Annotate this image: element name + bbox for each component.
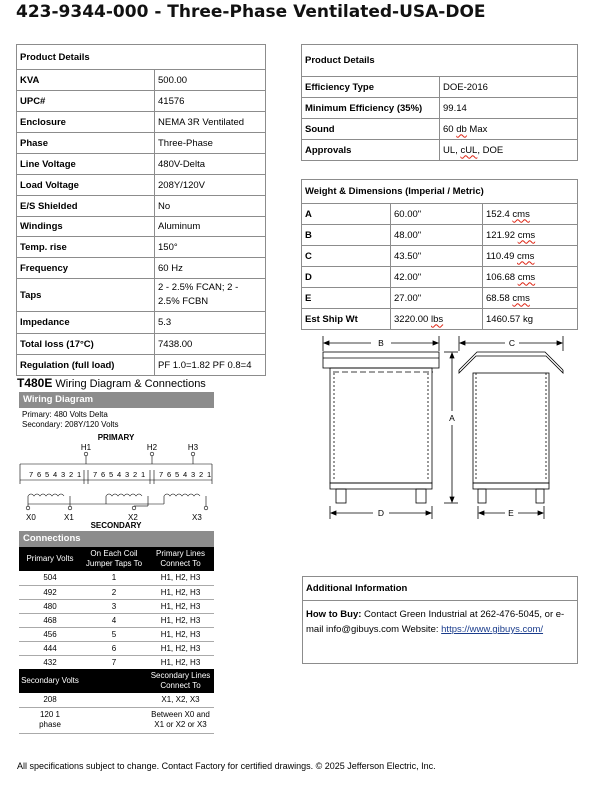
page-title: 423-9344-000 - Three-Phase Ventilated-USA-DOE [16,2,486,22]
metric-number: 106.68 [486,271,516,283]
spec-value: PF 1.0=1.82 PF 0.8=4 [155,355,266,376]
conn-header: Secondary Lines Connect To [147,669,214,693]
table-row [19,571,214,585]
spec-label: Approvals [302,140,440,161]
spec-label: Frequency [17,258,155,279]
spec-label: Sound [302,119,440,140]
connections-table [19,547,214,670]
dim-metric [483,288,578,309]
conn-header: Secondary Volts [19,669,81,693]
tap-number: 1 [207,470,212,479]
spec-label: Minimum Efficiency (35%) [302,98,440,119]
spec-label: Total loss (17°C) [17,334,155,355]
dim-imperial: 42.00" [391,267,483,288]
dim-imperial: 48.00" [391,225,483,246]
conn-cell: H1, H2, H3 [147,627,214,641]
weight-dimensions-table [301,179,578,330]
terminal-x3: X3 [192,513,202,522]
dim-imperial: 60.00" [391,204,483,225]
dim-imperial: 43.50" [391,246,483,267]
conn-cell: 2 [81,585,147,599]
weight-dims-header: Weight & Dimensions (Imperial / Metric) [302,180,578,204]
conn-header: On Each Coil Jumper Taps To [81,547,147,571]
metric-number: 1460.57 [486,313,521,325]
conn-cell: Between X0 and X1 or X2 or X3 [147,707,214,733]
conn-cell: 3 [81,599,147,613]
additional-info-box [302,576,578,664]
spec-value: 60 Hz [155,258,266,279]
dim-metric [483,246,578,267]
value-part: UL, [443,144,461,156]
conn-spacer [81,669,147,693]
table-row [19,627,214,641]
secondary-connections-table [19,669,214,734]
spec-value: 7438.00 [155,334,266,355]
tap-numbers [29,470,211,479]
terminal-x1: X1 [64,513,74,522]
conn-cell: 5 [81,627,147,641]
tap-number: 1 [141,470,146,479]
table-row [19,585,214,599]
dim-metric [483,204,578,225]
tap-number: 7 [93,470,98,479]
secondary-wiring [26,494,208,510]
conn-cell: H1, H2, H3 [147,641,214,655]
secondary-spec-line: Secondary: 208Y/120 Volts [22,420,119,429]
terminal-h2: H2 [146,443,158,452]
secondary-label: SECONDARY [90,521,142,530]
dim-label: E [302,288,391,309]
primary-label: PRIMARY [97,433,135,442]
metric-number: 121.92 [486,229,516,241]
spec-label: Line Voltage [17,154,155,175]
conn-cell: 444 [19,641,81,655]
tap-number: 3 [191,470,196,479]
wiring-section-title [17,376,206,390]
additional-info-body [303,601,577,637]
metric-unit: cms [512,292,530,304]
spec-value: 500.00 [155,70,266,91]
metric-number: 110.49 [486,250,515,262]
conn-cell: 492 [19,585,81,599]
tap-number: 1 [77,470,82,479]
additional-info-header: Additional Information [303,577,577,601]
terminal-h1: H1 [80,443,92,452]
spec-value: No [155,196,266,217]
conn-cell: H1, H2, H3 [147,655,214,669]
tap-number: 3 [61,470,66,479]
table-row [19,655,214,669]
dim-imperial [391,309,483,330]
front-view [323,352,439,503]
conn-cell: 6 [81,641,147,655]
footer-note: All specifications subject to change. Contact Factory for certified drawings. © 2025 Jefferson Electric, Inc. [17,761,436,771]
spec-label: Regulation (full load) [17,355,155,376]
tap-number: 2 [133,470,138,479]
spec-value: 480V-Delta [155,154,266,175]
value-part: db [456,123,467,135]
table-row [19,641,214,655]
conn-cell: 120 1 phase [19,707,81,733]
tap-number: 3 [125,470,130,479]
tap-number: 6 [167,470,172,479]
dim-imperial: 27.00" [391,288,483,309]
tap-number: 5 [109,470,114,479]
spec-label: UPC# [17,91,155,112]
spec-label: Phase [17,133,155,154]
conn-cell: 468 [19,613,81,627]
metric-unit: cms [517,271,536,283]
dim-label: D [302,267,391,288]
spec-value: Aluminum [155,217,266,237]
dim-metric [483,267,578,288]
imperial-number: 3220.00 [394,313,429,325]
spec-value: 99.14 [440,98,578,119]
dim-e-label: E [508,508,514,518]
product-details-table [16,44,266,376]
conn-cell: 208 [19,693,81,707]
spec-label: Taps [17,279,155,312]
wiring-diagram [16,430,216,530]
metric-number: 152.4 [486,208,510,220]
spec-label: Windings [17,217,155,237]
dim-metric [483,309,578,330]
spec-value: DOE-2016 [440,77,578,98]
value-part: Max [466,123,488,135]
dim-d-label: D [377,508,385,518]
metric-unit: cms [517,250,535,262]
spec-value [440,140,578,161]
tap-number: 6 [37,470,42,479]
dim-label: B [302,225,391,246]
spec-label: Impedance [17,312,155,334]
terminal-x0: X0 [26,513,36,522]
product-details-table-2 [301,44,578,161]
spec-label: Load Voltage [17,175,155,196]
connections-bar: Connections [19,531,214,547]
dimension-drawing [318,333,568,523]
conn-header: Primary Lines Connect To [147,547,214,571]
table-row [19,613,214,627]
dim-label: A [302,204,391,225]
metric-unit: cms [512,208,530,220]
dim-b-label: B [378,338,384,348]
spec-value: 5.3 [155,312,266,334]
spec-label: Enclosure [17,112,155,133]
dim-label: C [302,246,391,267]
conn-cell: 432 [19,655,81,669]
conn-cell: X1, X2, X3 [147,693,214,707]
spec-label: E/S Shielded [17,196,155,217]
tap-number: 7 [159,470,164,479]
tap-number: 4 [183,470,188,479]
how-to-buy-label: How to Buy: [306,609,362,620]
dim-label: Est Ship Wt [302,309,391,330]
how-to-buy-text: Contact Green Industrial at 262-476-5045, or e-mail info@gibuys.com Website: [306,609,565,635]
side-view [459,352,563,503]
conn-cell: 456 [19,627,81,641]
tap-number: 2 [199,470,204,479]
conn-cell: 504 [19,571,81,585]
dim-a-label: A [449,413,455,423]
spec-value: 41576 [155,91,266,112]
tap-number: 5 [45,470,50,479]
value-part: cUL [460,144,478,156]
dim-a-line [444,352,458,503]
metric-number: 68.58 [486,292,510,304]
conn-cell: 480 [19,599,81,613]
table-row [19,599,214,613]
conn-cell: H1, H2, H3 [147,599,214,613]
tap-number: 6 [101,470,106,479]
tap-number: 4 [117,470,122,479]
conn-cell: 1 [81,571,147,585]
tap-number: 2 [69,470,74,479]
product-details-2-header: Product Details [302,45,578,77]
spec-value [440,119,578,140]
terminal-x2: X2 [128,513,138,522]
metric-unit: cms [517,229,536,241]
dim-metric [483,225,578,246]
conn-header: Primary Volts [19,547,81,571]
product-details-header: Product Details [17,45,266,70]
metric-unit: kg [522,313,534,325]
conn-cell [81,707,147,733]
conn-cell: H1, H2, H3 [147,585,214,599]
primary-wiring [20,452,212,484]
spec-value: Three-Phase [155,133,266,154]
wiring-title-rest: Wiring Diagram & Connections [52,378,206,390]
wiring-model: T480E [17,376,53,390]
tap-number: 4 [53,470,58,479]
value-part: 60 [443,123,457,135]
website-link[interactable]: https://www.gibuys.com/ [441,624,544,635]
wiring-diagram-bar: Wiring Diagram [19,392,214,408]
imperial-unit: lbs [430,313,444,325]
tap-number: 7 [29,470,34,479]
terminal-h3: H3 [187,443,199,452]
spec-value: 208Y/120V [155,175,266,196]
value-part: , DOE [477,144,504,156]
conn-cell: 7 [81,655,147,669]
conn-cell: H1, H2, H3 [147,613,214,627]
spec-value: 2 - 2.5% FCAN; 2 - 2.5% FCBN [155,279,266,312]
primary-spec-line: Primary: 480 Volts Delta [22,410,108,419]
table-row [19,707,214,733]
conn-cell: 4 [81,613,147,627]
conn-cell: H1, H2, H3 [147,571,214,585]
spec-label: Temp. rise [17,237,155,258]
tap-number: 5 [175,470,180,479]
table-row [19,693,214,707]
spec-label: KVA [17,70,155,91]
conn-cell [81,693,147,707]
spec-label: Efficiency Type [302,77,440,98]
dim-c-label: C [508,338,516,348]
spec-value: 150° [155,237,266,258]
spec-value: NEMA 3R Ventilated [155,112,266,133]
